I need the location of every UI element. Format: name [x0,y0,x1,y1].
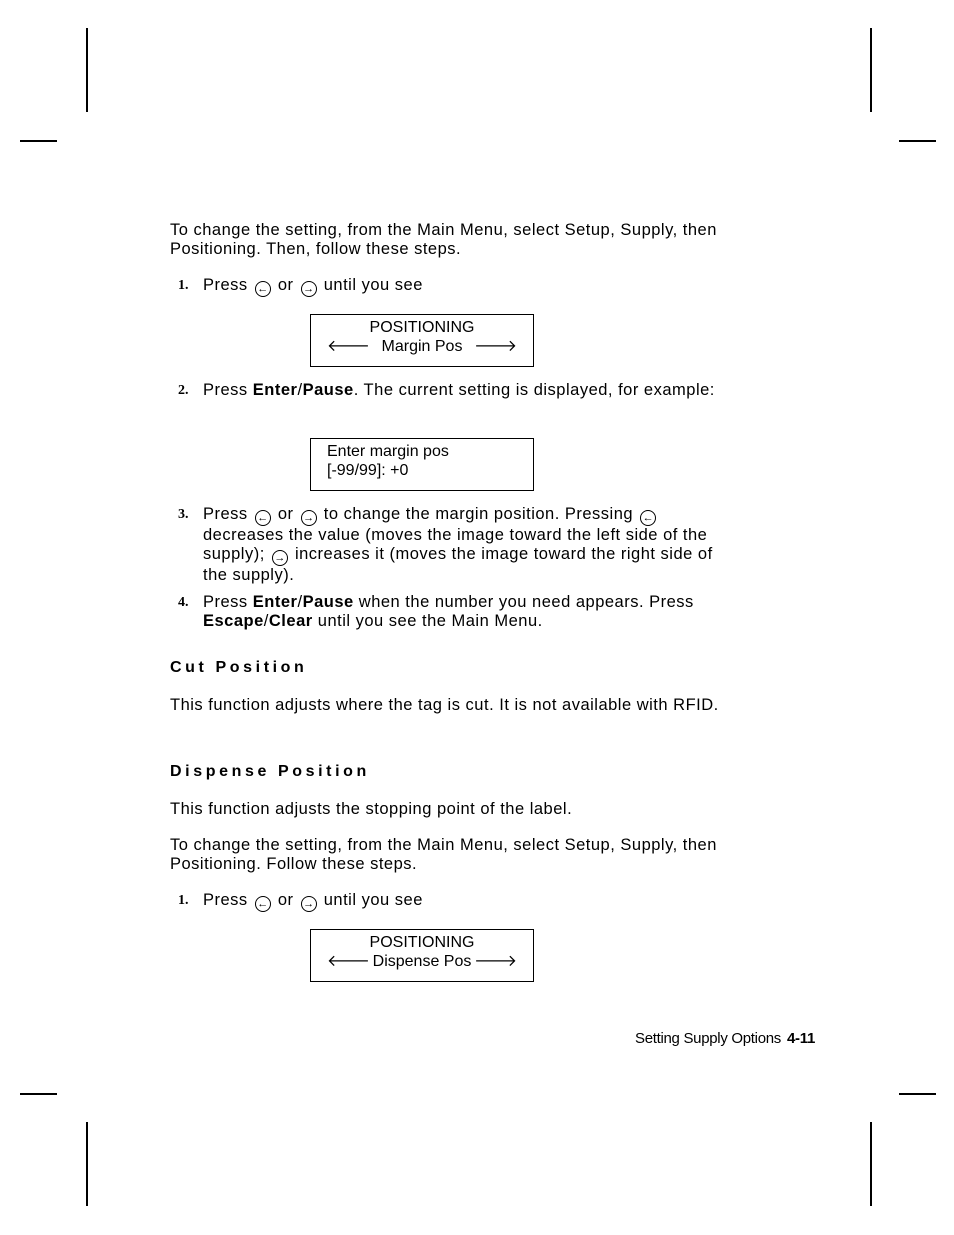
section-heading-cut-position: Cut Position [170,659,308,676]
step-text: Press Enter/Pause when the number you need appears. Press Escape/Clear until you see the Main Menu. [203,593,694,630]
crop-mark [86,1122,88,1206]
crop-mark [20,1093,57,1095]
intro-paragraph: To change the setting, from the Main Menu, select Setup, Supply, then Positioning. Then, follow these steps. [170,221,717,258]
left-arrow-key-icon: ← [255,896,271,912]
right-arrow-key-icon: → [301,510,317,526]
lcd-line-2: [-99/99]: +0 [327,462,409,479]
step-text: Press Enter/Pause. The current setting is displayed, for example: [203,381,715,399]
step-number: 3. [178,507,189,522]
left-arrow-key-icon: ← [255,510,271,526]
left-arrow-key-icon: ← [255,281,271,297]
step-number: 2. [178,383,189,398]
section-heading-dispense-position: Dispense Position [170,763,370,780]
dispense-instructions-paragraph: To change the setting, from the Main Menu, select Setup, Supply, then Positioning. Follow these steps. [170,836,717,873]
step-number: 4. [178,595,189,610]
lcd-display-dispense-pos [310,929,534,982]
crop-mark [20,140,57,142]
right-arrow-key-icon: → [272,550,288,566]
lcd-line-1: POSITIONING [369,319,475,336]
right-arrow-key-icon: → [301,896,317,912]
left-arrow-key-icon: ← [640,510,656,526]
lcd-line-1: POSITIONING [369,934,475,951]
dispense-position-paragraph: This function adjusts the stopping point of the label. [170,800,573,818]
crop-mark [899,1093,936,1095]
step-text: Press ← or → until you see [203,891,423,910]
page-footer [635,1030,815,1047]
lcd-line-2: Margin Pos [381,338,463,355]
lcd-line-1: Enter margin pos [327,443,449,460]
crop-mark [86,28,88,112]
step-number: 1. [178,893,189,908]
lcd-line-2: Dispense Pos [372,953,472,970]
lcd-display-margin-pos [310,314,534,367]
footer-title: Setting Supply Options [635,1030,781,1047]
right-arrow-icon: 🡒 [474,338,517,355]
left-arrow-icon: 🡐 [327,953,370,970]
left-arrow-icon: 🡐 [327,338,370,355]
page-number: 4-11 [787,1030,815,1047]
step-text: Press ← or → to change the margin position. Pressing ← decreases the value (moves the image toward the left side of the supply); → increases it (moves the image toward the right side of the supply). [203,505,713,584]
step-text: Press ← or → until you see [203,276,423,295]
step-number: 1. [178,278,189,293]
lcd-display-margin-value [310,438,534,491]
crop-mark [899,140,936,142]
cut-position-paragraph: This function adjusts where the tag is cut. It is not available with RFID. [170,696,719,714]
crop-mark [870,28,872,112]
crop-mark [870,1122,872,1206]
right-arrow-icon: 🡒 [474,953,517,970]
right-arrow-key-icon: → [301,281,317,297]
